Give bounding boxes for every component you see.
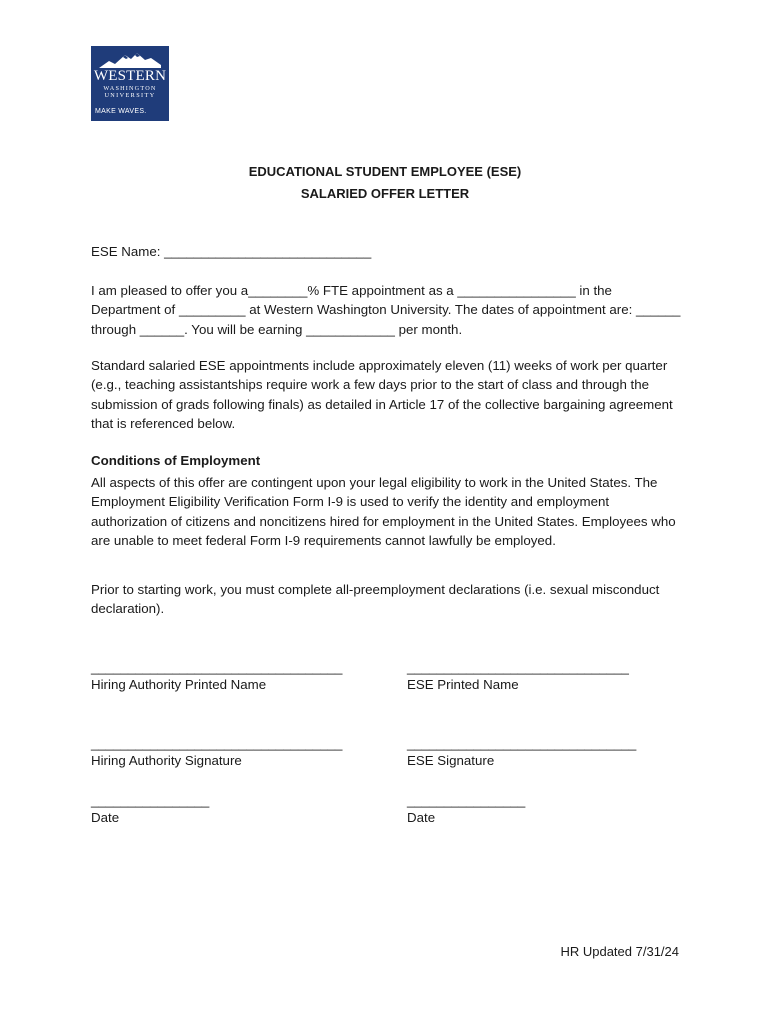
offer-paragraph: I am pleased to offer you a________% FTE appointment as a ________________ in the Department of _________ at Western Washington University. The dates of appointment are: ______ through ______. You will be earning ____________ per month. xyxy=(91,283,681,337)
hr-updated-footer: HR Updated 7/31/24 xyxy=(560,944,679,959)
ese-name-field: ESE Name: ____________________________ xyxy=(91,244,372,259)
hiring-authority-name-label: Hiring Authority Printed Name xyxy=(91,677,267,692)
ese-date-label: Date xyxy=(407,810,436,825)
ese-date-line: ________________ xyxy=(407,793,526,808)
hiring-authority-signature-line: __________________________________ xyxy=(91,736,343,751)
standard-appointment-paragraph: Standard salaried ESE appointments include approximately eleven (11) weeks of work per quarter (e.g., teaching assistantships require work a few days prior to the start of class and through the submission of grads following finals) as detailed in Article 17 of the collective bargaining agreement that is referenced below. xyxy=(91,358,673,432)
preemployment-paragraph: Prior to starting work, you must complete all-preemployment declarations (i.e. sexual misconduct declaration). xyxy=(91,582,660,617)
logo-tagline: MAKE WAVES. xyxy=(95,108,147,115)
hiring-authority-name-line: __________________________________ xyxy=(91,660,343,675)
logo-western: WESTERN xyxy=(93,68,167,84)
hiring-date-line: ________________ xyxy=(91,793,210,808)
ese-printed-name-label: ESE Printed Name xyxy=(407,677,519,692)
hiring-date-label: Date xyxy=(91,810,120,825)
hiring-authority-signature-label: Hiring Authority Signature xyxy=(91,753,242,768)
ese-printed-name-line: ______________________________ xyxy=(407,660,629,675)
document-title: EDUCATIONAL STUDENT EMPLOYEE (ESE) xyxy=(248,164,522,179)
document-subtitle: SALARIED OFFER LETTER xyxy=(300,186,470,201)
logo-university: UNIVERSITY xyxy=(104,92,156,99)
mountains-icon xyxy=(99,52,161,68)
logo-washington: WASHINGTON xyxy=(103,85,157,92)
ese-signature-line: _______________________________ xyxy=(407,736,637,751)
wwu-logo xyxy=(91,46,169,121)
conditions-paragraph: All aspects of this offer are contingent upon your legal eligibility to work in the United States. The Employment Eligibility Verification Form I-9 is used to verify the identity and employment authorization of citizens and noncitizens hired for employment in the United States. Employees who are unable to meet federal Form I-9 requirements cannot lawfully be employed. xyxy=(91,475,676,549)
conditions-heading: Conditions of Employment xyxy=(91,453,261,468)
ese-signature-label: ESE Signature xyxy=(407,753,495,768)
